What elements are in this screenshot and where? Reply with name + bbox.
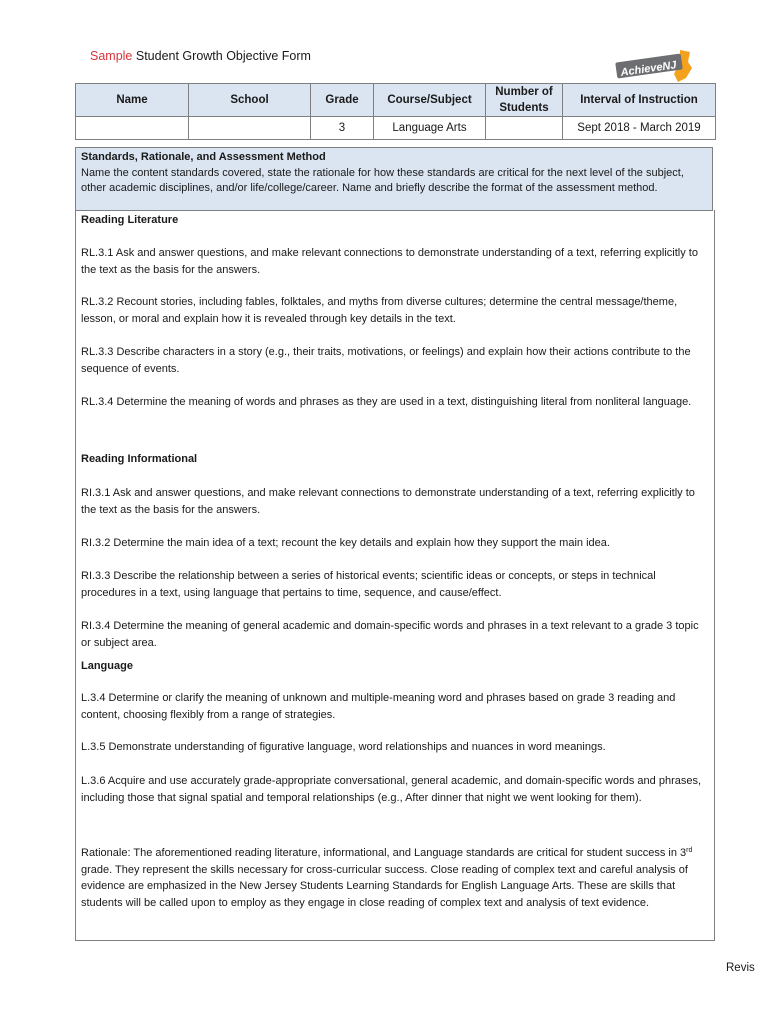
rationale-part-1: Rationale: The aforementioned reading literature, informational, and Language standards are critical for student success in 3	[81, 847, 687, 859]
standard-l-3-6: L.3.6 Acquire and use accurately grade-appropriate conversational, general academic, and domain-specific words and phrases, including those that signal spatial and temporal relationships (e.g., After dinner that night we went looking for them).	[81, 775, 702, 804]
sample-label: Sample	[90, 49, 133, 63]
standard-ri-3-1: RI.3.1 Ask and answer questions, and make relevant connections to demonstrate understanding of a text, referring explicitly to the text as the basis for the answers.	[81, 487, 695, 516]
col-course-subject: Course/Subject	[374, 84, 486, 117]
logo-text: AchieveNJ	[619, 59, 678, 79]
heading-language: Language	[81, 660, 133, 672]
cell-name	[76, 117, 189, 140]
cell-school	[189, 117, 311, 140]
col-number-of-students: Number of Students	[486, 84, 563, 117]
standard-ri-3-2: RI.3.2 Determine the main idea of a text; recount the key details and explain how they support the main idea.	[81, 537, 610, 549]
standard-rl-3-2: RL.3.2 Recount stories, including fables, folktales, and myths from diverse cultures; determine the central message/theme, lesson, or moral and explain how it is revealed through key details in the text.	[81, 296, 678, 325]
rationale-superscript: rd	[686, 847, 693, 854]
footer-revision: Revis	[726, 962, 755, 974]
standard-ri-3-4: RI.3.4 Determine the meaning of general academic and domain-specific words and phrases in a text relevant to a grade 3 topic or subject area.	[81, 620, 699, 649]
heading-reading-literature: Reading Literature	[81, 214, 179, 226]
standard-l-3-5: L.3.5 Demonstrate understanding of figurative language, word relationships and nuances in word meanings.	[81, 741, 606, 753]
col-school: School	[189, 84, 311, 117]
col-interval-of-instruction: Interval of Instruction	[563, 84, 716, 117]
heading-reading-informational: Reading Informational	[81, 453, 198, 465]
standard-rl-3-4: RL.3.4 Determine the meaning of words and phrases as they are used in a text, distinguishing literal from nonliteral language.	[81, 396, 692, 408]
section-header	[75, 147, 713, 211]
standard-rl-3-3: RL.3.3 Describe characters in a story (e.g., their traits, motivations, or feelings) and explain how their actions contribute to the sequence of events.	[81, 346, 691, 375]
rationale	[81, 845, 709, 911]
standard-ri-3-3: RI.3.3 Describe the relationship between a series of historical events; scientific ideas or concepts, or steps in technical procedures in a text, using language that pertains to time, sequence, and cause/effect.	[81, 570, 656, 599]
form-title	[90, 49, 311, 63]
standard-l-3-4: L.3.4 Determine or clarify the meaning of unknown and multiple-meaning word and phrases based on grade 3 reading and content, choosing flexibly from a range of strategies.	[81, 692, 676, 721]
col-grade: Grade	[311, 84, 374, 117]
cell-course-subject: Language Arts	[374, 117, 486, 140]
section-instructions: Name the content standards covered, state the rationale for how these standards are critical for the next level of the subject, other academic disciplines, and/or life/college/career. Name and briefly describe the format of the assessment method.	[81, 166, 684, 194]
cell-grade: 3	[311, 117, 374, 140]
section-heading: Standards, Rationale, and Assessment Method	[81, 151, 326, 163]
header-table	[75, 83, 716, 140]
standard-rl-3-1: RL.3.1 Ask and answer questions, and make relevant connections to demonstrate understanding of a text, referring explicitly to the text as the basis for the answers.	[81, 247, 698, 276]
achievenj-logo	[614, 48, 694, 84]
col-name: Name	[76, 84, 189, 117]
form-title-text: Student Growth Objective Form	[132, 49, 311, 63]
cell-number-of-students	[486, 117, 563, 140]
rationale-part-2: grade. They represent the skills necessary for cross-curricular success. Close reading of complex text and careful analysis of evidence are emphasized in the New Jersey Students Learning Standards for English Language Arts. These are skills that students will be called upon to employ as they engage in close reading of complex text and analysis of text evidence.	[81, 863, 688, 909]
cell-interval: Sept 2018 - March 2019	[563, 117, 716, 140]
